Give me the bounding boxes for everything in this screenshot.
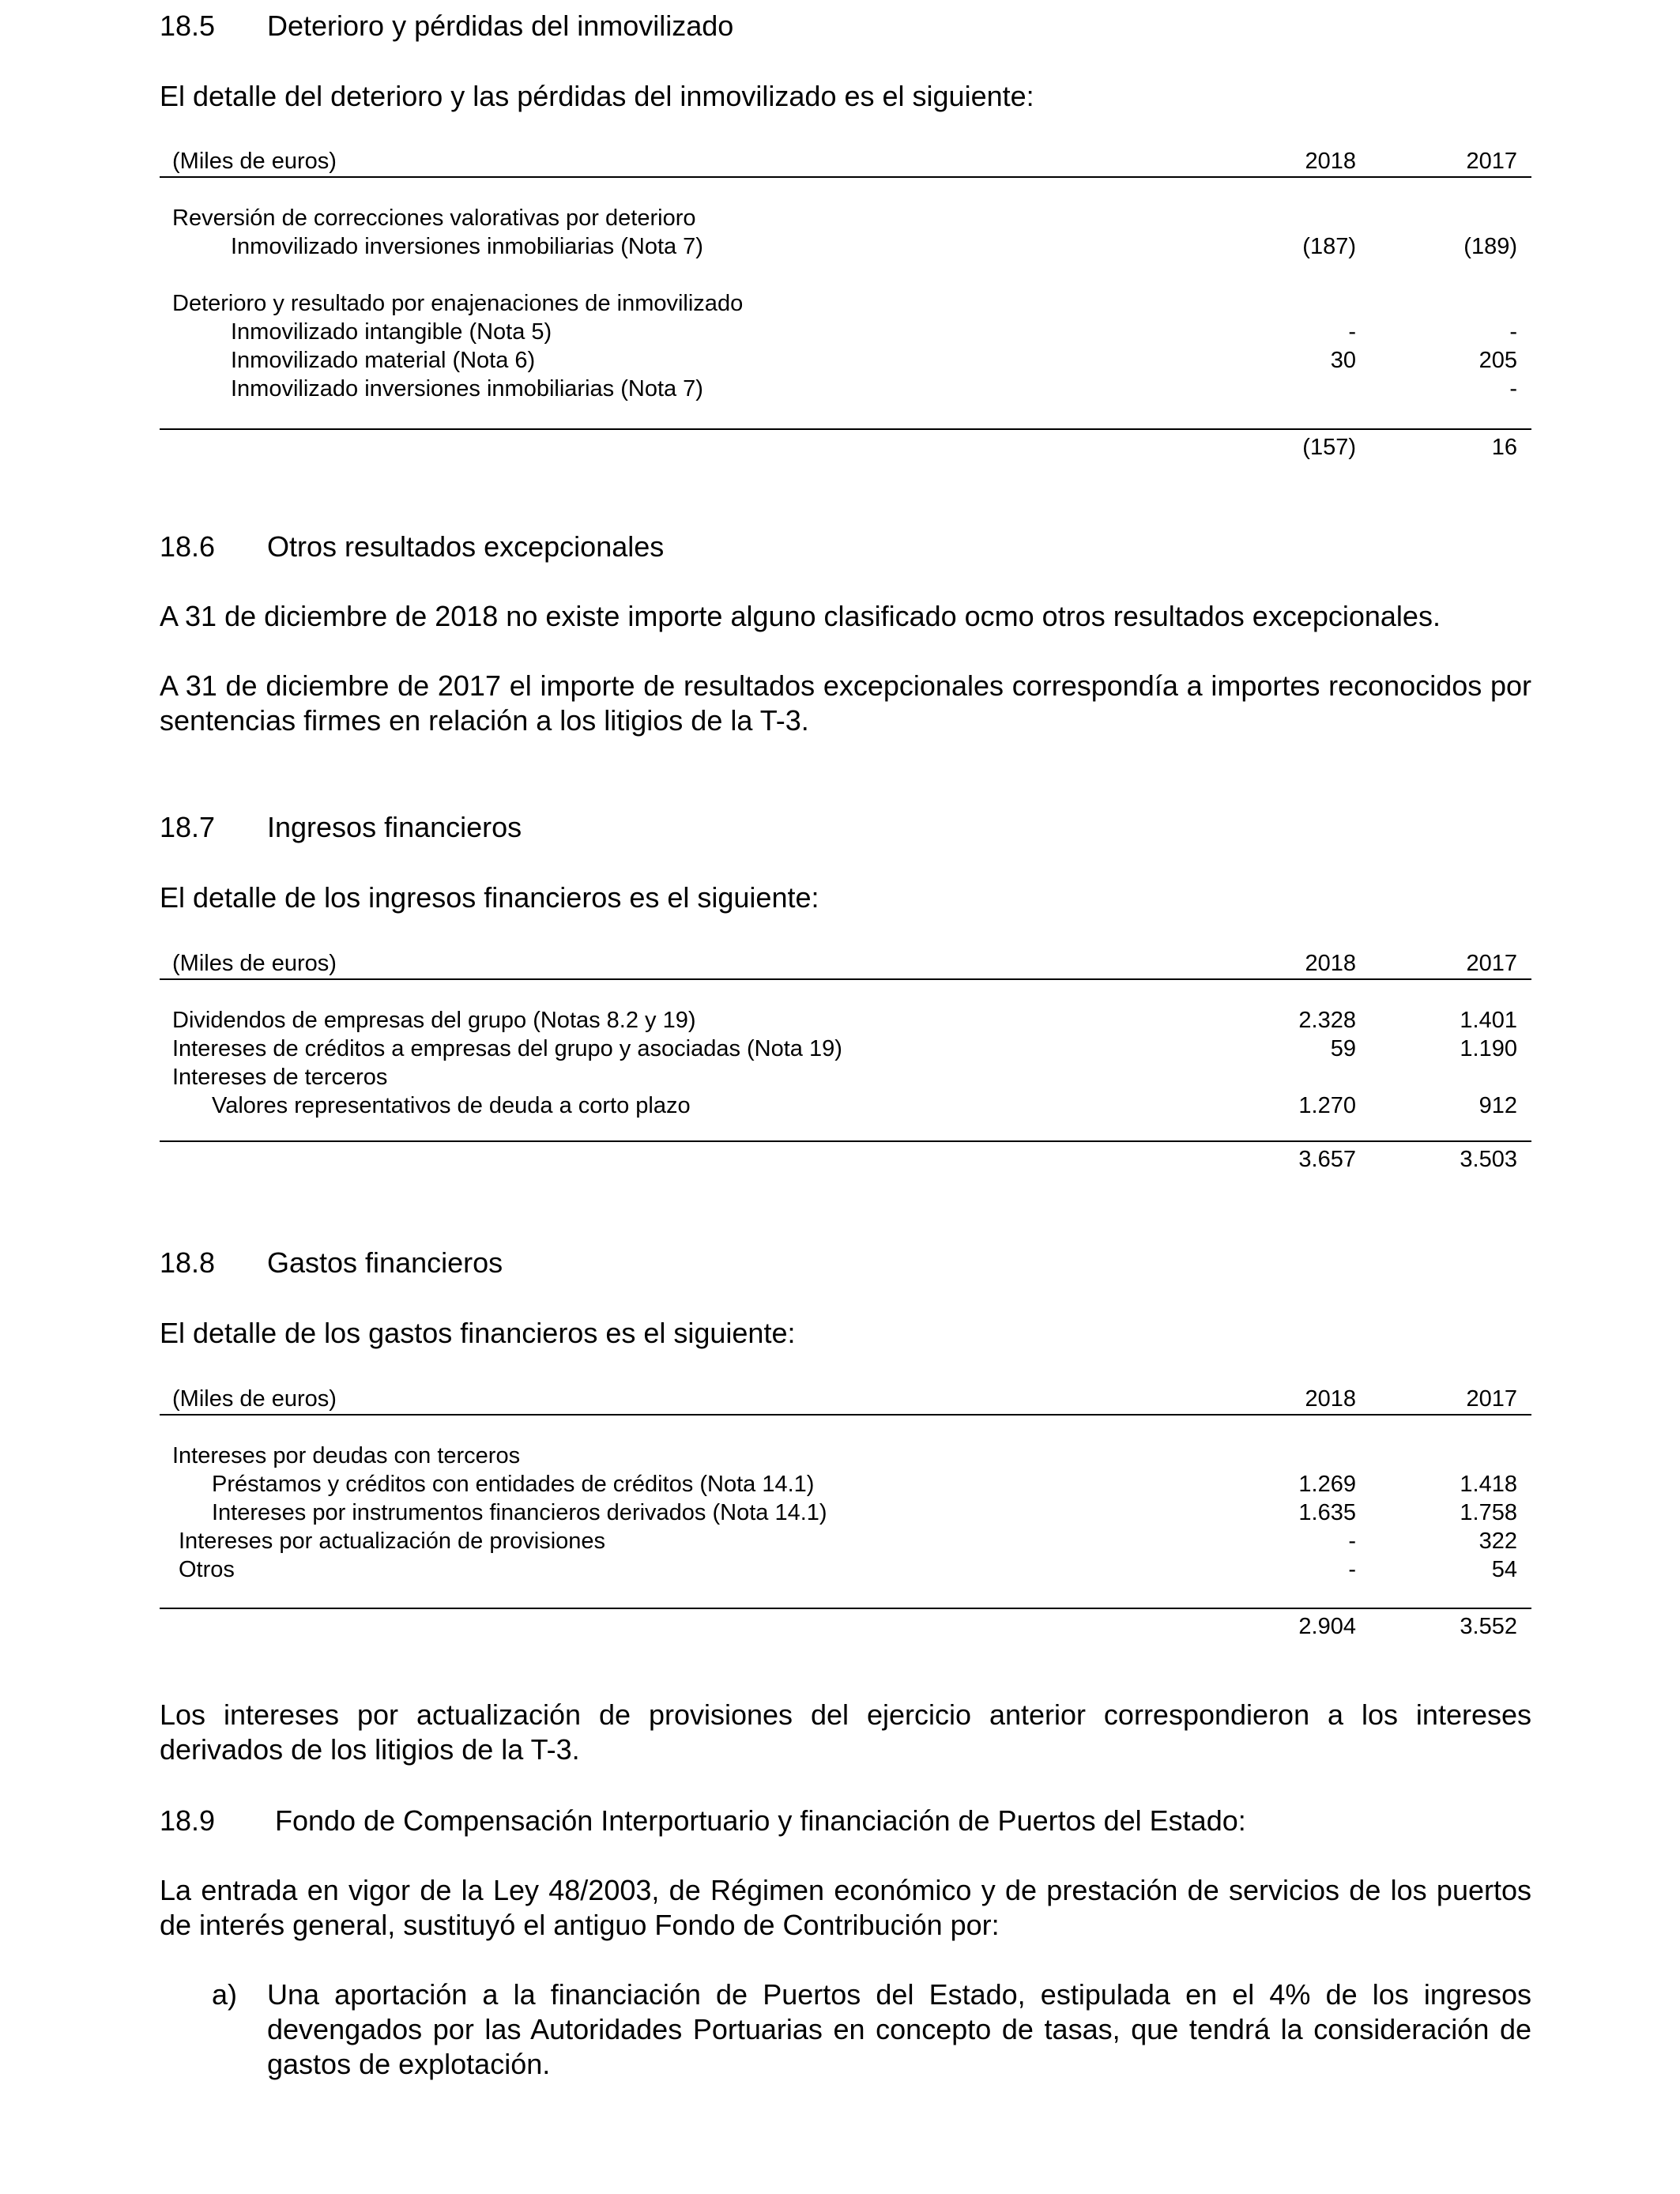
- list-item-text: Una aportación a la financiación de Puertos del Estado, estipulada en el 4% de los ingresos devengados por las Autoridades Portuarias en concepto de tasas, que tendrá la consideración de gastos de explotación.: [267, 1978, 1531, 2080]
- table-row: Inmovilizado inversiones inmobiliarias (Nota 7) (187) (189): [231, 234, 1517, 259]
- header-rule: [160, 978, 1531, 980]
- total-rule: [160, 1140, 1531, 1142]
- table-header-row: [160, 949, 1531, 978]
- table-row: Reversión de correcciones valorativas por deterioro: [172, 205, 696, 231]
- table-row: Inmovilizado material (Nota 6) 30 205: [231, 348, 1517, 373]
- section-18-6-paragraph-2: A 31 de diciembre de 2017 el importe de resultados excepcionales correspondía a importes reconocidos por sentencias firmes en relación a los litigios de la T-3.: [160, 669, 1531, 737]
- total-2018: 2.904: [1298, 1614, 1356, 1639]
- table-row: Inmovilizado intangible (Nota 5) - -: [231, 319, 1517, 345]
- table-total-row: [160, 1612, 1531, 1641]
- column-header-2017: 2017: [1466, 951, 1517, 976]
- table-total-row: [160, 1145, 1531, 1174]
- header-rule: [160, 1414, 1531, 1416]
- section-title: Fondo de Compensación Interportuario y financiación de Puertos del Estado:: [275, 1804, 1246, 1837]
- section-18-8-intro: El detalle de los gastos financieros es el siguiente:: [160, 1317, 796, 1349]
- table-row: Otros - 54: [179, 1557, 1517, 1582]
- section-title: Otros resultados excepcionales: [267, 530, 665, 563]
- table-row: Deterioro y resultado por enajenaciones de inmovilizado: [172, 291, 744, 316]
- section-number: 18.8: [160, 1246, 216, 1279]
- column-header-2017: 2017: [1466, 149, 1517, 174]
- section-number: 18.5: [160, 9, 216, 42]
- table-row: Intereses por instrumentos financieros derivados (Nota 14.1) 1.635 1.758: [212, 1500, 1517, 1525]
- section-18-5-heading: [160, 10, 733, 42]
- table-row: Valores representativos de deuda a corto plazo 1.270 912: [212, 1093, 1517, 1118]
- list-marker: a): [212, 1978, 238, 2011]
- section-title: Ingresos financieros: [267, 811, 522, 843]
- total-rule: [160, 1608, 1531, 1609]
- section-title: Gastos financieros: [267, 1246, 503, 1279]
- column-header-2017: 2017: [1466, 1386, 1517, 1412]
- section-18-6-heading: [160, 531, 664, 563]
- section-18-8-heading: [160, 1247, 503, 1279]
- total-2018: 3.657: [1298, 1147, 1356, 1172]
- table-total-row: [160, 433, 1531, 462]
- table-row: Inmovilizado inversiones inmobiliarias (Nota 7) -: [231, 376, 1517, 401]
- table-row: Intereses por deudas con terceros: [172, 1443, 521, 1468]
- table-row: Intereses de terceros: [172, 1065, 388, 1090]
- header-rule: [160, 176, 1531, 178]
- table-row: Préstamos y créditos con entidades de créditos (Nota 14.1) 1.269 1.418: [212, 1472, 1517, 1497]
- section-number: 18.9: [160, 1804, 216, 1837]
- section-number: 18.7: [160, 811, 216, 843]
- section-18-8-note: Los intereses por actualización de provisiones del ejercicio anterior correspondieron a los intereses derivados de los litigios de la T-3.: [160, 1698, 1531, 1766]
- table-row: Intereses de créditos a empresas del grupo y asociadas (Nota 19) 59 1.190: [172, 1036, 1517, 1061]
- column-header-2018: 2018: [1305, 149, 1356, 174]
- section-title: Deterioro y pérdidas del inmovilizado: [267, 9, 734, 42]
- table-header-row: [160, 147, 1531, 175]
- table-row: Intereses por actualización de provisiones - 322: [179, 1529, 1517, 1554]
- total-2017: 3.552: [1460, 1614, 1517, 1639]
- total-2017: 3.503: [1460, 1147, 1517, 1172]
- section-18-5-intro: El detalle del deterioro y las pérdidas del inmovilizado es el siguiente:: [160, 80, 1034, 112]
- total-2018: (157): [1302, 435, 1356, 460]
- unit-label: (Miles de euros): [172, 951, 337, 976]
- section-number: 18.6: [160, 530, 216, 563]
- table-header-row: [160, 1385, 1531, 1413]
- unit-label: (Miles de euros): [172, 149, 337, 174]
- section-18-9-paragraph-1: La entrada en vigor de la Ley 48/2003, de Régimen económico y de prestación de servicios de los puertos de interés general, sustituyó el antiguo Fondo de Contribución por:: [160, 1874, 1531, 1941]
- section-18-6-paragraph-1: A 31 de diciembre de 2018 no existe importe alguno clasificado ocmo otros resultados excepcionales.: [160, 600, 1441, 632]
- column-header-2018: 2018: [1305, 951, 1356, 976]
- section-18-9-heading: [160, 1805, 1246, 1837]
- total-2017: 16: [1491, 435, 1517, 460]
- table-row: Dividendos de empresas del grupo (Notas 8.2 y 19) 2.328 1.401: [172, 1008, 1517, 1033]
- unit-label: (Miles de euros): [172, 1386, 337, 1412]
- total-rule: [160, 428, 1531, 430]
- section-18-7-intro: El detalle de los ingresos financieros es el siguiente:: [160, 881, 819, 914]
- column-header-2018: 2018: [1305, 1386, 1356, 1412]
- section-18-7-heading: [160, 812, 522, 843]
